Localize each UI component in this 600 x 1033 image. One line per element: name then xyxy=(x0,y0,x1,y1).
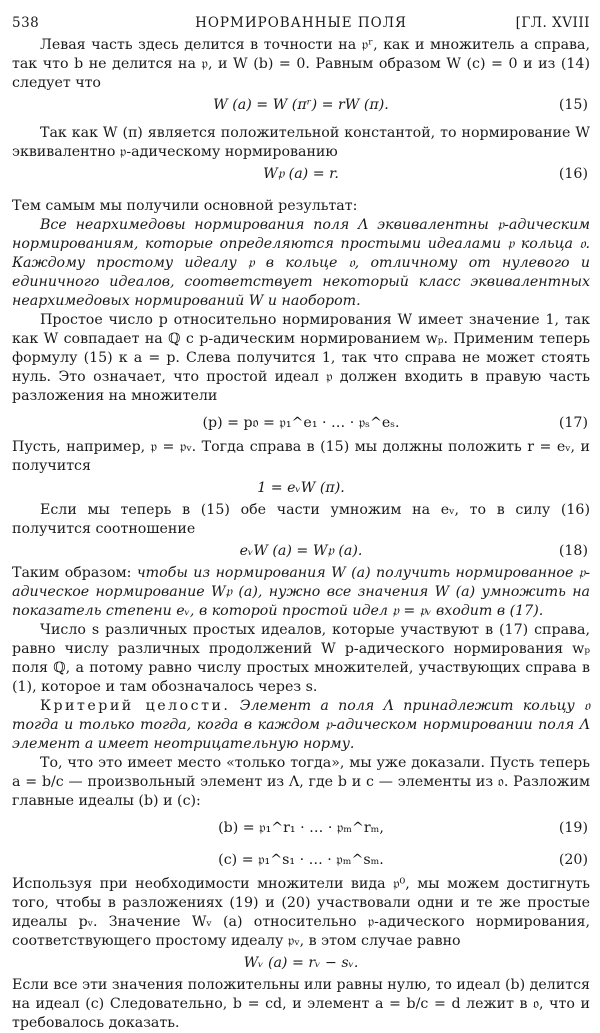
criterion-statement: Элемент a поля Λ принадлежит кольцу 𝔬 тогда и только тогда, когда в каждом 𝔭-адическом нормировании поля Λ элемент a имеет неотрицательную норму. xyxy=(12,698,590,752)
chapter-label: [ГЛ. XVIII xyxy=(515,15,590,31)
paragraph-4: Простое число p относительно нормирования W имеет значение 1, так как W совпадает на ℚ с p-адическим нормированием wₚ. Применим теперь формулу (15) к a = p. Слева получится 1, так что справа не может стоять нуль. Это означает, что простой идеал 𝔭 должен входить в правую часть разложения на множители xyxy=(12,312,590,404)
equation-last-body: Wᵥ (a) = rᵥ − sᵥ. xyxy=(243,955,359,971)
paragraph-7-lead: Таким образом: xyxy=(12,565,132,581)
running-title: НОРМИРОВАННЫЕ ПОЛЯ xyxy=(195,15,407,31)
running-header xyxy=(12,8,590,36)
equation-16-body: W𝔭 (a) = r. xyxy=(263,166,339,182)
document-page xyxy=(12,8,590,1031)
equation-16-number: (16) xyxy=(558,166,588,182)
equation-19-body: (b) = 𝔭₁^r₁ · … · 𝔭ₘ^rₘ, xyxy=(218,820,384,836)
equation-last xyxy=(12,951,590,976)
equation-20-number: (20) xyxy=(558,852,588,868)
paragraph-2: Так как W (π) является положительной константой, то нормирование W эквивалентно 𝔭-адическому нормированию xyxy=(12,125,590,160)
paragraph-8: Число s различных простых идеалов, которые участвуют в (17) справа, равно числу различных продолжений W p-адического нормирования wₚ поля ℚ, а потому равно числу простых множителей, участвующих справа в (1), которое и там обозначалось через s. xyxy=(12,622,590,695)
equation-mid xyxy=(12,476,590,501)
paragraph-7-italic: чтобы из нормирования W (a) получить нормированное 𝔭-адическое нормирование W𝔭 (a), нужно все значения W (a) умножить на показатель степени eᵥ, в которой простой идел 𝔭 = 𝔭ᵥ входит в (17). xyxy=(12,565,590,619)
paragraph-1: Левая часть здесь делится в точности на 𝔭ʳ, как и множитель a справа, так что b не делится на 𝔭, и W (b) = 0. Равным образом W (c) = 0 и из (14) следует что xyxy=(12,37,590,91)
paragraph-7 xyxy=(12,564,590,621)
equation-17-number: (17) xyxy=(558,415,588,431)
paragraph-11: Используя при необходимости множители вида 𝔭⁰, мы можем достигнуть того, чтобы в разложениях (19) и (20) участвовали одни и те же простые идеалы pᵥ. Значение Wᵥ (a) относительно 𝔭-адического нормирования, соответствующего простому идеалу 𝔭ᵥ, в этом случае равно xyxy=(12,876,590,949)
paragraph-9 xyxy=(12,697,590,754)
equation-18 xyxy=(12,539,590,564)
equation-17 xyxy=(12,406,590,438)
equation-19 xyxy=(12,811,590,843)
criterion-label: Критерий целости. xyxy=(40,698,231,714)
paragraph-10: То, что это имеет место «только тогда», мы уже доказали. Пусть теперь a = b/c — произвольный элемент из Λ, где b и c — элементы из 𝔬. Разложим главные идеалы (b) и (c): xyxy=(12,755,590,809)
equation-17-body: (p) = p𝔬 = 𝔭₁^e₁ · … · 𝔭ₛ^eₛ. xyxy=(202,415,400,431)
equation-18-number: (18) xyxy=(558,543,588,559)
equation-15-number: (15) xyxy=(558,97,588,113)
paragraph-5: Пусть, например, 𝔭 = 𝔭ᵥ. Тогда справа в (15) мы должны положить r = eᵥ, и получится xyxy=(12,439,590,474)
equation-mid-body: 1 = eᵥW (π). xyxy=(257,480,345,496)
equation-19-number: (19) xyxy=(558,820,588,836)
equation-18-body: eᵥW (a) = W𝔭 (a). xyxy=(239,543,363,559)
equation-20-body: (c) = 𝔭₁^s₁ · … · 𝔭ₘ^sₘ. xyxy=(218,852,384,868)
paragraph-3: Тем самым мы получили основной результат: xyxy=(12,198,358,214)
equation-20 xyxy=(12,843,590,875)
equation-15 xyxy=(12,93,590,118)
theorem-statement: Все неархимедовы нормирования поля Λ эквивалентны 𝔭-адическим нормированиям, которые определяются простыми идеалами 𝔭 кольца 𝔬. Каждому простому идеалу 𝔭 в кольце 𝔬, отличному от нулевого и единичного идеалов, соответствует некоторый класс эквивалентных неархимедовых нормирований W и наоборот. xyxy=(12,217,590,309)
page-number: 538 xyxy=(12,15,40,31)
equation-15-body: W (a) = W (πʳ) = rW (π). xyxy=(213,97,389,113)
equation-16 xyxy=(12,162,590,187)
paragraph-12: Если все эти значения положительны или равны нулю, то идеал (b) делится на идеал (c) Следовательно, b = cd, и элемент a = b/c = d лежит в 𝔬, что и требовалось доказать. xyxy=(12,977,590,1031)
paragraph-6: Если мы теперь в (15) обе части умножим на eᵥ, то в силу (16) получится соотношение xyxy=(12,502,590,537)
